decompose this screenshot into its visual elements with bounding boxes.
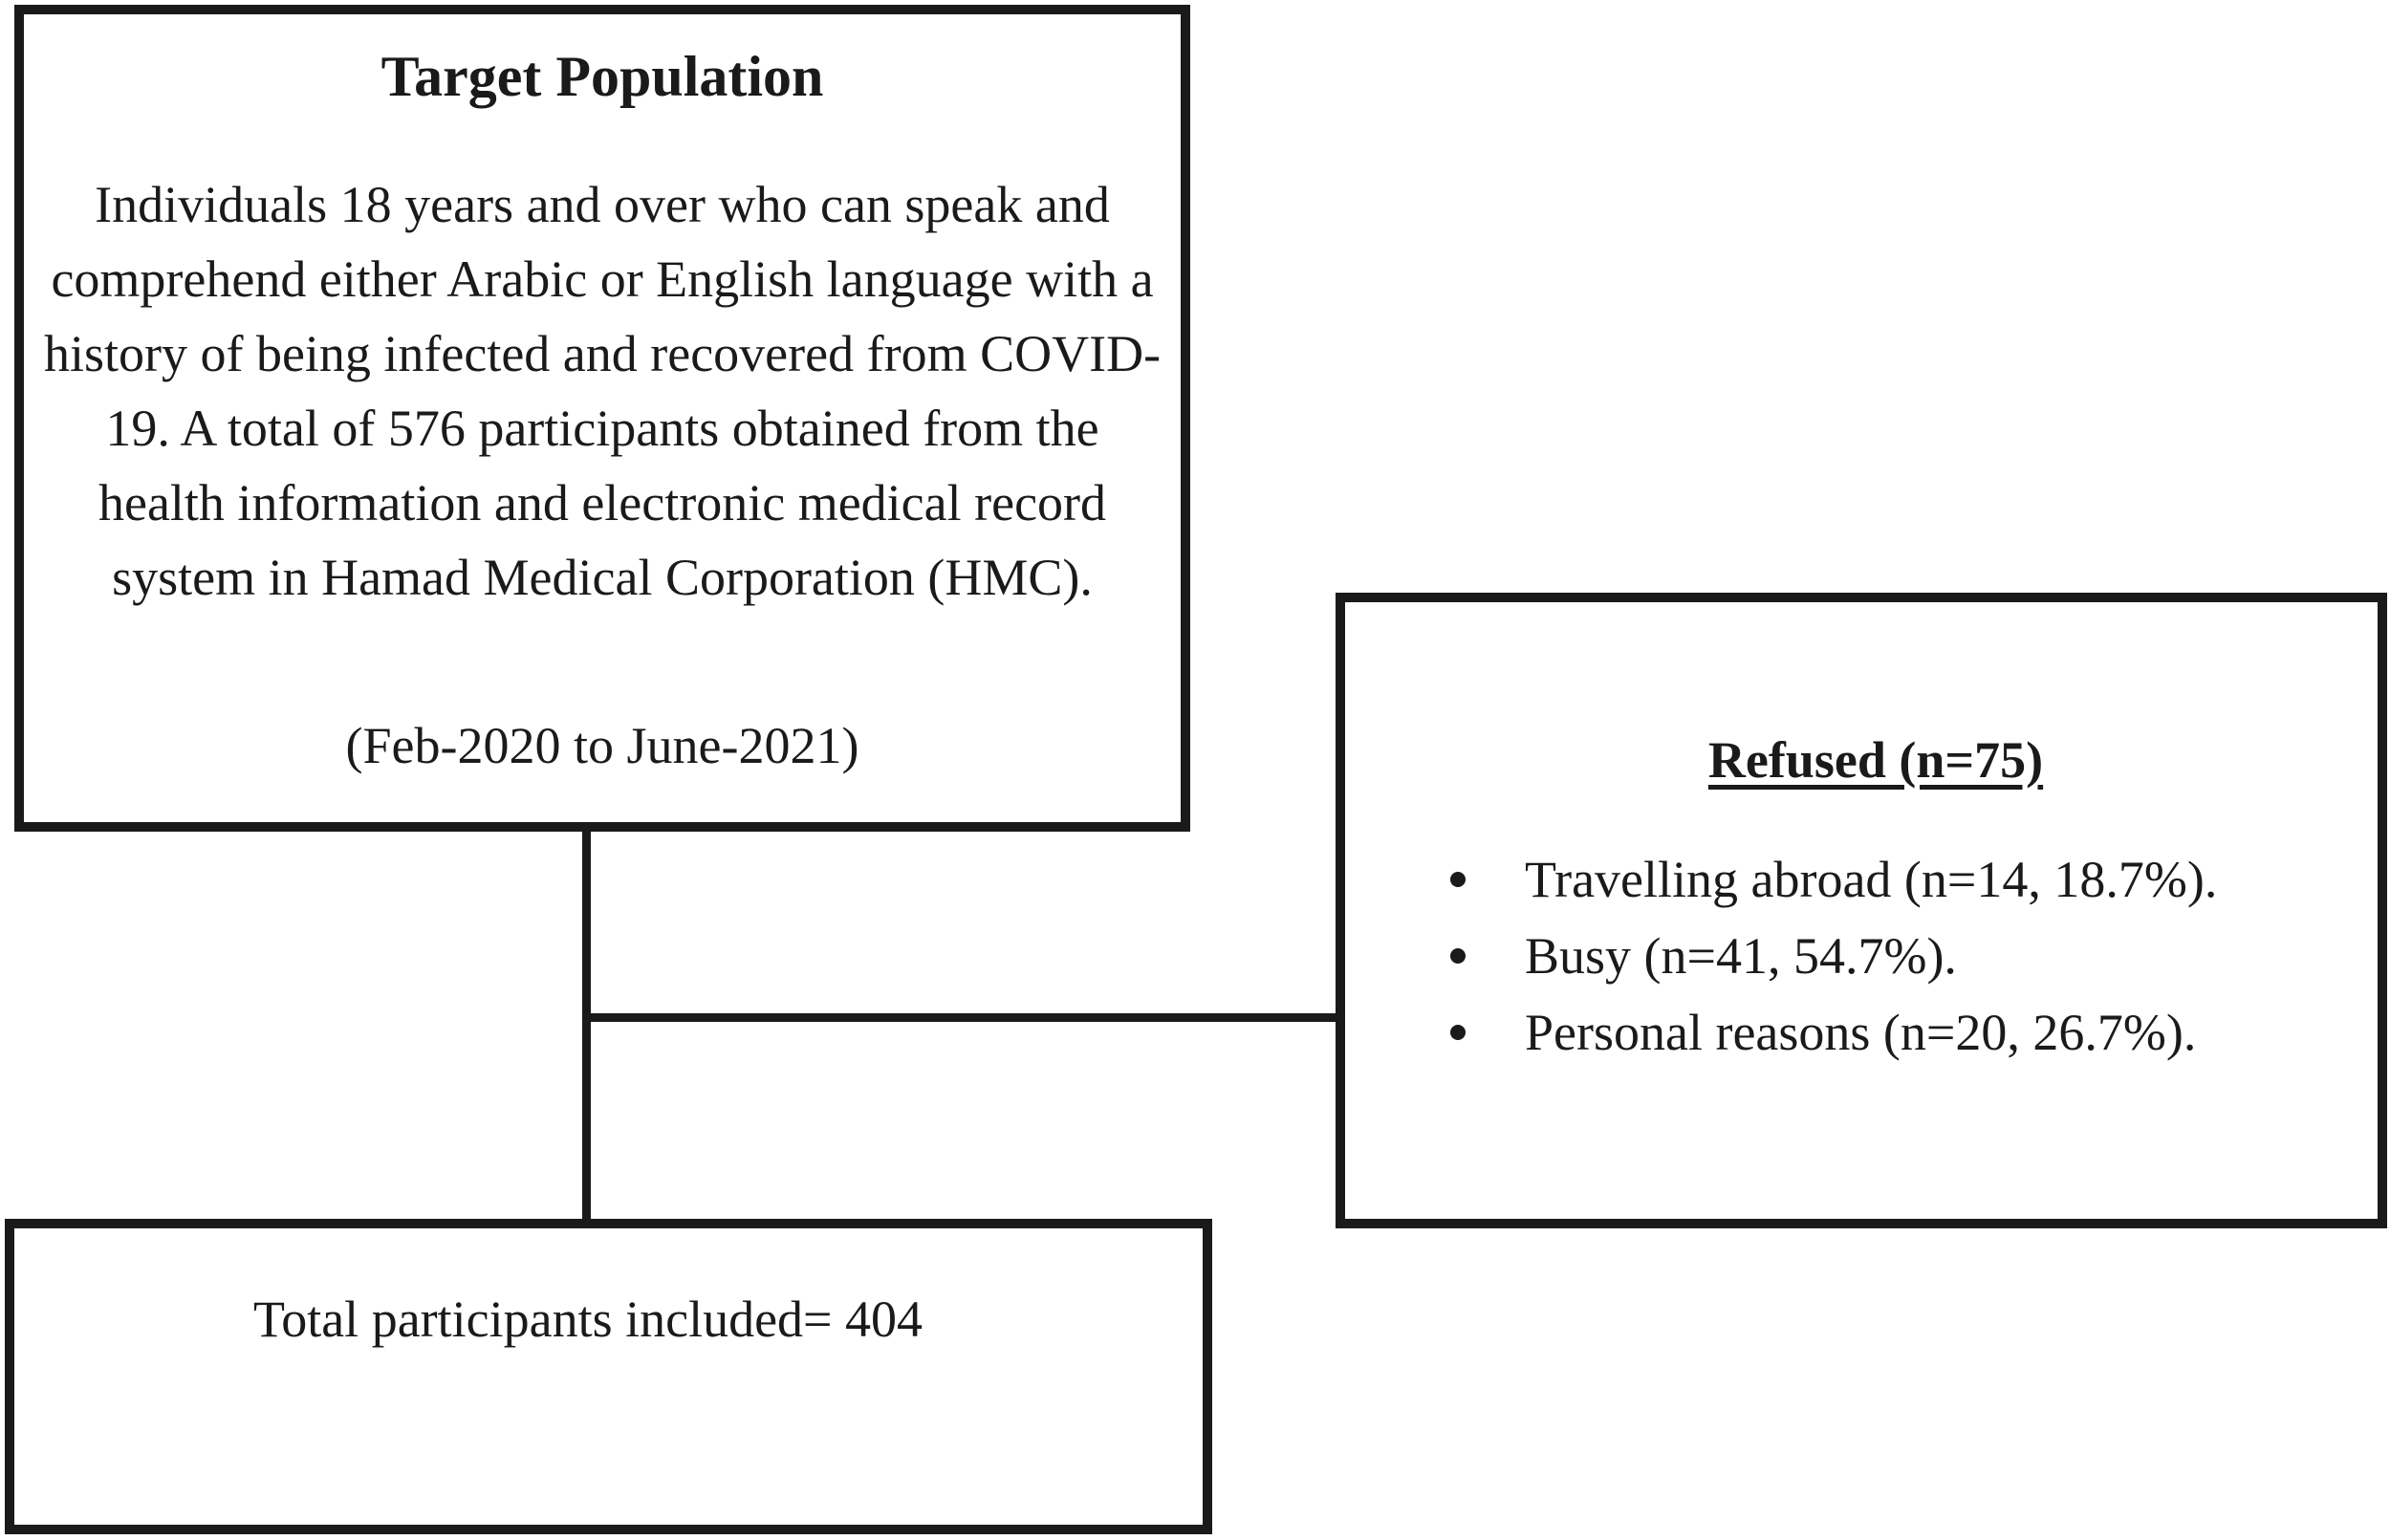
refused-reason-item bbox=[1450, 841, 2217, 918]
refused-reason-item bbox=[1450, 918, 2217, 994]
total-participants-text: Total participants included= 404 bbox=[253, 1291, 923, 1348]
flow-connector-vertical bbox=[582, 828, 591, 1224]
total-participants-box bbox=[5, 1219, 1212, 1534]
refused-reason-label: Travelling abroad (n=14, 18.7%). bbox=[1525, 851, 2218, 908]
target-population-description: Individuals 18 years and over who can speak and comprehend either Arabic or English language with a history of being infected and recovered from COVID-19. A total of 576 participants obtained from the health information and electronic medical record system in Hamad Medical Corporation (HMC). bbox=[43, 176, 1162, 606]
target-population-period: (Feb-2020 to June-2021) bbox=[345, 717, 859, 774]
refused-title: Refused (n=75) bbox=[1707, 731, 2044, 789]
bullet-icon bbox=[1450, 948, 1466, 964]
target-population-box bbox=[14, 5, 1190, 832]
flow-connector-horizontal bbox=[586, 1013, 1341, 1022]
refused-reasons-list bbox=[1450, 841, 2217, 1071]
refused-reason-item bbox=[1450, 994, 2217, 1071]
refused-box bbox=[1336, 593, 2387, 1228]
target-population-title: Target Population bbox=[380, 45, 824, 108]
bullet-icon bbox=[1450, 1025, 1466, 1040]
bullet-icon bbox=[1450, 872, 1466, 887]
refused-reason-label: Personal reasons (n=20, 26.7%). bbox=[1525, 1004, 2197, 1061]
refused-reason-label: Busy (n=41, 54.7%). bbox=[1525, 927, 1957, 985]
